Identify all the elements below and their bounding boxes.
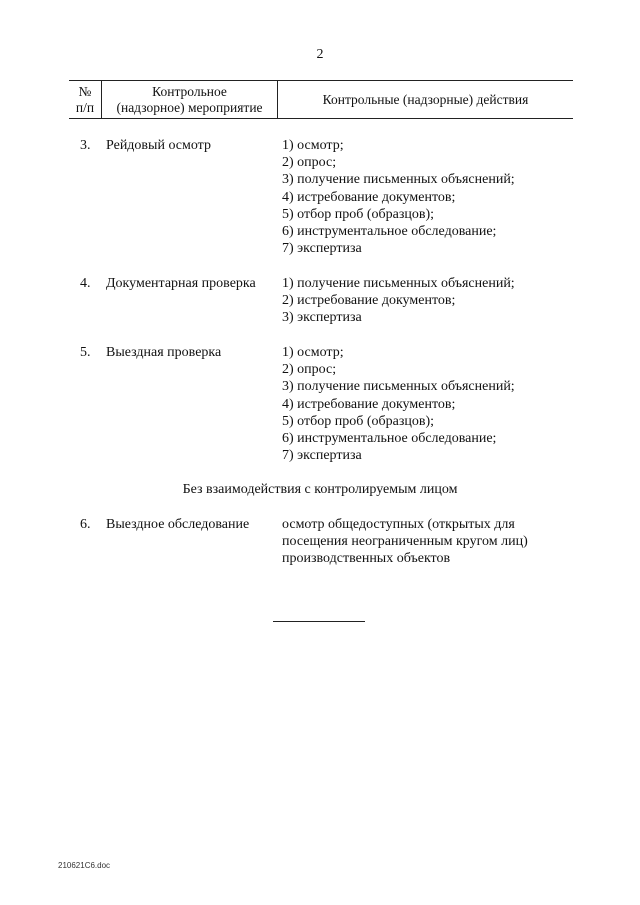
header-number-line2: п/п bbox=[75, 100, 95, 115]
section-title: Без взаимодействия с контролируемым лицом bbox=[182, 482, 458, 497]
list-item: 6) инструментальное обследование; bbox=[282, 431, 497, 447]
header-event-column bbox=[102, 84, 277, 116]
event-name: Рейдовый осмотр bbox=[106, 138, 211, 153]
actions-list bbox=[282, 275, 515, 327]
list-item: производственных объектов bbox=[282, 551, 451, 567]
header-number-column bbox=[69, 84, 101, 116]
list-item: 5) отбор проб (образцов); bbox=[282, 413, 435, 429]
list-item: 3) получение письменных объяснений; bbox=[282, 172, 515, 188]
list-item: 3) экспертиза bbox=[282, 310, 362, 326]
list-item: осмотр общедоступных (открытых для bbox=[282, 517, 515, 532]
row-number: 3. bbox=[80, 138, 91, 153]
table-header-bottom-rule bbox=[69, 118, 573, 119]
list-item: 1) получение письменных объяснений; bbox=[282, 276, 515, 291]
event-name: Документарная проверка bbox=[106, 276, 256, 291]
header-actions-column: Контрольные (надзорные) действия bbox=[322, 92, 529, 107]
list-item: 7) экспертиза bbox=[282, 448, 362, 464]
footer-filename: 210621С6.doc bbox=[58, 861, 111, 870]
list-item: 2) опрос; bbox=[282, 155, 337, 171]
page-number: 2 bbox=[316, 47, 324, 62]
list-item: 4) истребование документов; bbox=[282, 189, 456, 205]
header-event-line2: (надзорное) мероприятие bbox=[116, 100, 263, 115]
event-name: Выездное обследование bbox=[106, 517, 250, 532]
actions-list bbox=[282, 516, 528, 568]
list-item: 4) истребование документов; bbox=[282, 396, 456, 412]
end-separator-line bbox=[273, 621, 365, 622]
actions-list bbox=[282, 344, 515, 464]
list-item: 1) осмотр; bbox=[282, 345, 344, 360]
list-item: 6) инструментальное обследование; bbox=[282, 224, 497, 240]
list-item: 1) осмотр; bbox=[282, 138, 344, 153]
list-item: 7) экспертиза bbox=[282, 241, 362, 257]
actions-list bbox=[282, 137, 515, 257]
row-number: 6. bbox=[80, 517, 91, 532]
header-number-line1: № bbox=[78, 84, 92, 99]
table-header-top-rule bbox=[69, 80, 573, 81]
list-item: 2) истребование документов; bbox=[282, 293, 456, 309]
row-number: 5. bbox=[80, 345, 91, 360]
header-event-line1: Контрольное bbox=[152, 84, 227, 99]
list-item: 3) получение письменных объяснений; bbox=[282, 379, 515, 395]
list-item: 2) опрос; bbox=[282, 362, 337, 378]
event-name: Выездная проверка bbox=[106, 345, 222, 360]
list-item: посещения неограниченным кругом лиц) bbox=[282, 534, 528, 550]
row-number: 4. bbox=[80, 276, 91, 291]
list-item: 5) отбор проб (образцов); bbox=[282, 206, 435, 222]
